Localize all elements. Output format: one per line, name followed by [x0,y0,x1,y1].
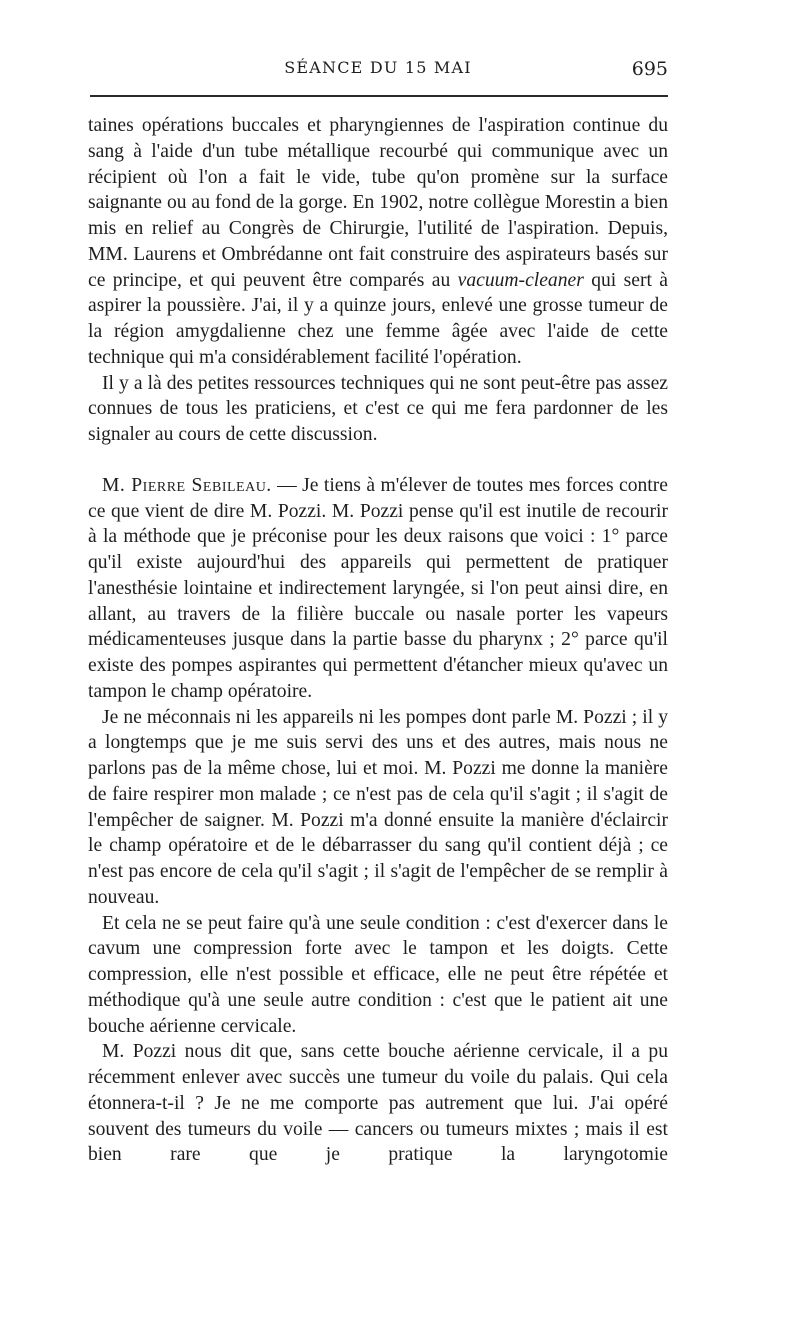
body-text [88,113,668,1168]
paragraph-1-part-a: taines opérations buccales et pharyngiennes de l'aspiration continue du sang à l'aide d'un tube métallique recourbé qui communique avec un récipient où l'on a fait le vide, tube qu'on promène sur la surface saignante ou au fond de la gorge. En 1902, notre collègue Morestin a bien mis en relief au Congrès de Chirurgie, l'utilité de l'aspiration. Depuis, MM. Laurens et Ombrédanne ont fait construire des aspirateurs basés sur ce principe, et qui peuvent être comparés au [88,115,668,291]
page-header [88,58,668,84]
paragraph-1-part-b: qui sert à aspirer la poussière. J'ai, il y a quinze jours, enlevé une grosse tumeur de la région amygdalienne chez une femme âgée avec l'aide de cette technique qui m'a considérablement facilité l'opération. [88,269,668,368]
paragraph-4: Je ne méconnais ni les appareils ni les pompes dont parle M. Pozzi ; il y a longtemps que je me suis servi des uns et des autres, mais nous ne parlons pas de la même chose, lui et moi. M. Pozzi me donne la manière de faire respirer mon malade ; ce n'est pas de cela qu'il s'agit ; il s'agit de l'empêcher de saigner. M. Pozzi m'a donné ensuite la manière d'éclaircir le champ opératoire et de le débarrasser du sang qu'il contient déjà ; ce n'est pas encore de cela qu'il s'agit ; il s'agit de l'empêcher de se remplir à nouveau. [88,706,668,908]
speaker-name: M. Pierre Sebileau. [102,474,272,496]
paragraph-3-text: — Je tiens à m'élever de toutes mes forces contre ce que vient de dire M. Pozzi. M. Pozzi pense qu'il est inutile de recourir à la méthode que je préconise pour les deux raisons que voici : 1° parce qu'il existe aujourd'hui des appareils qui permettent de pratiquer l'anesthésie lointaine et indirectement laryngée, si l'on peut ainsi dire, en allant, au travers de la filière buccale ou nasale porter les vapeurs médicamenteuses jusque dans la partie basse du pharynx ; 2° parce qu'il existe des pompes aspirantes qui permettent d'étancher mieux qu'avec un tampon le champ opératoire. [88,474,668,702]
paragraph-6: M. Pozzi nous dit que, sans cette bouche aérienne cervicale, il a pu récemment enlever avec succès une tumeur du voile du palais. Qui cela étonnera-t-il ? Je ne me comporte pas autrement que lui. J'ai opéré souvent des tumeurs du voile — cancers ou tumeurs mixtes ; mais il est bien rare que je pratique la laryngotomie [88,1041,668,1166]
italic-term: vacuum-cleaner [457,269,584,291]
paragraph-2: Il y a là des petites ressources techniques qui ne sont peut-être pas assez connues de tous les praticiens, et c'est ce qui me fera pardonner de les signaler au cours de cette discussion. [88,372,668,445]
header-rule [90,95,668,97]
paragraph-3 [88,473,668,705]
paragraph-5: Et cela ne se peut faire qu'à une seule condition : c'est d'exercer dans le cavum une compression forte avec le tampon et les doigts. Cette compression, elle n'est possible et efficace, elle ne peut être répétée et méthodique qu'à une seule autre condition : c'est que le patient ait une bouche aérienne cervicale. [88,912,668,1037]
page-number: 695 [631,58,668,80]
running-head: SÉANCE DU 15 MAI [284,58,472,77]
paragraph-1 [88,113,668,371]
